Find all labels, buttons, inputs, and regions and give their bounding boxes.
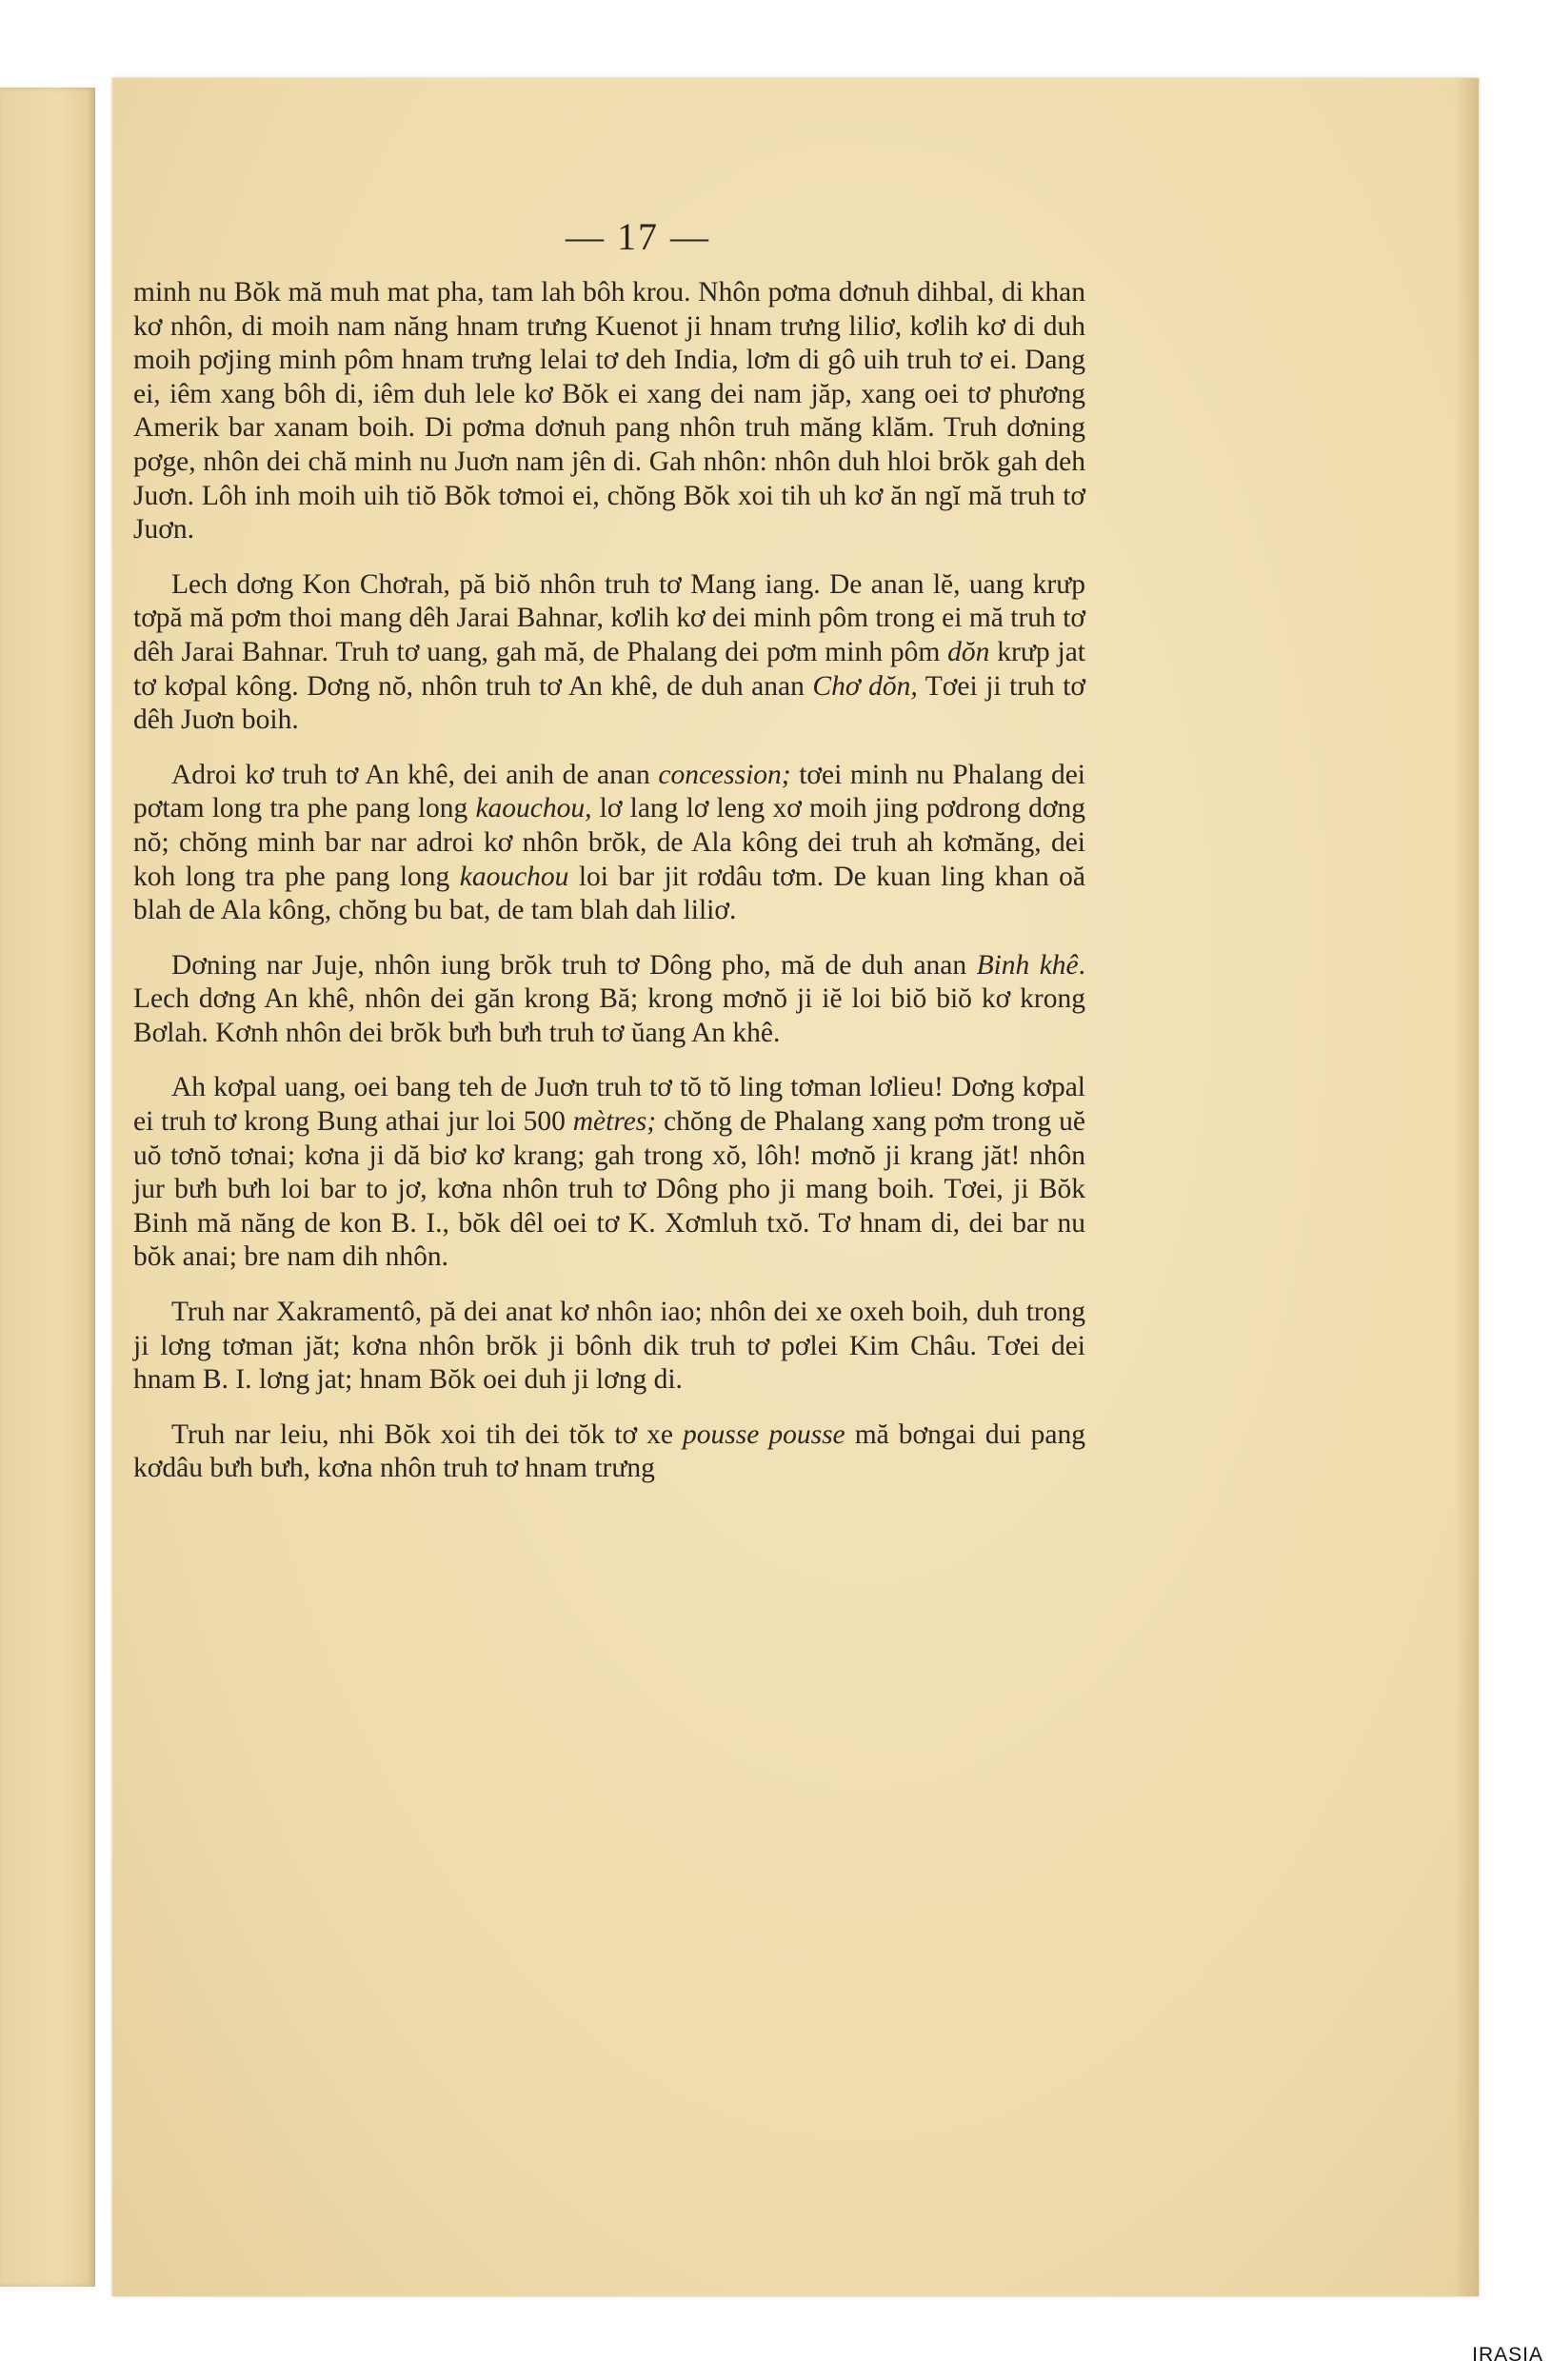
italic-term: kaouchou,	[475, 793, 592, 824]
text-run: minh nu Bŏk mă muh mat pha, tam lah bôh krou. Nhôn pơma dơnuh dihbal, di khan kơ nhôn, di moih nam năng hnam trưng Kuenot ji hnam trưng liliơ, kơlih kơ di duh moih pơjing minh pôm hnam trưng lelai tơ deh India, lơm di gô uih truh tơ ei. Dang ei, iêm xang bôh di, iêm duh lele kơ Bŏk ei xang dei nam jăp, xang oei tơ phương Amerik bar xanam boih. Di pơma dơnuh pang nhôn truh măng klăm. Truh dơning pơge, nhôn dei chă minh nu Juơn nam jên di. Gah nhôn: nhôn duh hloi brŏk gah deh Juơn. Lôh inh moih uih tiŏ Bŏk tơmoi ei, chŏng Bŏk xoi tih uh kơ ăn ngĭ mă truh tơ Juơn.	[133, 277, 1085, 545]
paragraph	[133, 949, 1085, 1051]
text-run: chŏng de Phalang xang pơm trong uĕ uŏ tơnŏ tơnai; kơna ji dă biơ kơ krang; gah trong xŏ, lôh! mơnŏ ji krang jăt! nhôn jur bưh bưh loi bar to jơ, kơna nhôn truh tơ Dông pho ji mang boih. Tơei, ji Bŏk Binh mă năng de kon B. I., bŏk dêl oei tơ K. Xơmluh txŏ. Tơ hnam di, dei bar nu bŏk anai; bre nam dih nhôn.	[133, 1106, 1085, 1273]
italic-term: kaouchou	[459, 861, 569, 892]
text-run: krưp jat tơ kơpal kông. Dơng nŏ, nhôn truh tơ An khê, de duh anan	[133, 636, 1085, 702]
text-run: Tơei ji truh tơ dêh Juơn boih.	[133, 670, 1085, 736]
paragraph	[133, 1071, 1085, 1275]
text-run: Dơning nar Juje, nhôn iung brŏk truh tơ Dông pho, mă de duh anan	[171, 949, 977, 981]
text-run: Lech dơng Kon Chơrah, pă biŏ nhôn truh tơ Mang iang. De anan lĕ, uang krưp tơpă mă pơm thoi mang dêh Jarai Bahnar, kơlih kơ dei minh pôm trong ei mă truh tơ dêh Jarai Bahnar. Truh tơ uang, gah mă, de Phalang dei pơm minh pôm	[133, 568, 1085, 667]
italic-term: Chơ dŏn,	[812, 670, 918, 702]
source-watermark: IRASIA	[1472, 2344, 1543, 2366]
paragraph	[133, 276, 1085, 547]
text-run: mă bơngai dui pang kơdâu bưh bưh, kơna nhôn truh tơ hnam trưng	[133, 1418, 1085, 1484]
page-shadow	[1454, 78, 1479, 2296]
text-run: . Lech dơng An khê, nhôn dei găn krong Bă; krong mơnŏ ji iĕ loi biŏ biŏ kơ krong Bơlah. Kơnh nhôn dei brŏk bưh bưh truh tơ ŭang An khê.	[133, 949, 1086, 1048]
italic-term: dŏn	[947, 636, 990, 667]
paragraph	[133, 1418, 1085, 1486]
italic-term: pousse pousse	[683, 1418, 845, 1450]
text-run: Truh nar leiu, nhi Bŏk xoi tih dei tŏk tơ xe	[171, 1418, 684, 1450]
page-number: — 17 —	[566, 215, 710, 258]
italic-term: Binh khê	[976, 949, 1079, 981]
italic-term: mètres;	[572, 1106, 657, 1138]
paragraph	[133, 759, 1085, 928]
text-run: Truh nar Xakramentô, pă dei anat kơ nhôn iao; nhôn dei xe oxeh boih, duh trong ji lơng tơman jăt; kơna nhôn brŏk ji bônh dik truh tơ pơlei Kim Châu. Tơei dei hnam B. I. lơng jat; hnam Bŏk oei duh ji lơng di.	[133, 1297, 1085, 1396]
text-run: tơei minh nu Phalang dei pơtam long tra phe pang long	[133, 759, 1085, 824]
paragraph	[133, 568, 1085, 738]
paragraph	[133, 1296, 1085, 1398]
text-run: loi bar jit rơdâu tơm. De kuan ling khan oă blah de Ala kông, chŏng bu bat, de tam blah dah liliơ.	[133, 861, 1085, 926]
facing-page-edge	[0, 88, 95, 2287]
italic-term: concession;	[658, 759, 791, 790]
text-run: lơ lang lơ leng xơ moih jing pơdrong dơng nŏ; chŏng minh bar nar adroi kơ nhôn brŏk, de Ala kông dei truh ah kơmăng, dei koh long tra phe pang long	[133, 793, 1085, 892]
text-run: Adroi kơ truh tơ An khê, dei anih de anan	[171, 759, 659, 790]
text-run: Ah kơpal uang, oei bang teh de Juơn truh tơ tŏ tŏ ling tơman lơlieu! Dơng kơpal ei truh tơ krong Bung athai jur loi 500	[133, 1072, 1085, 1138]
body-text	[133, 276, 1085, 1507]
